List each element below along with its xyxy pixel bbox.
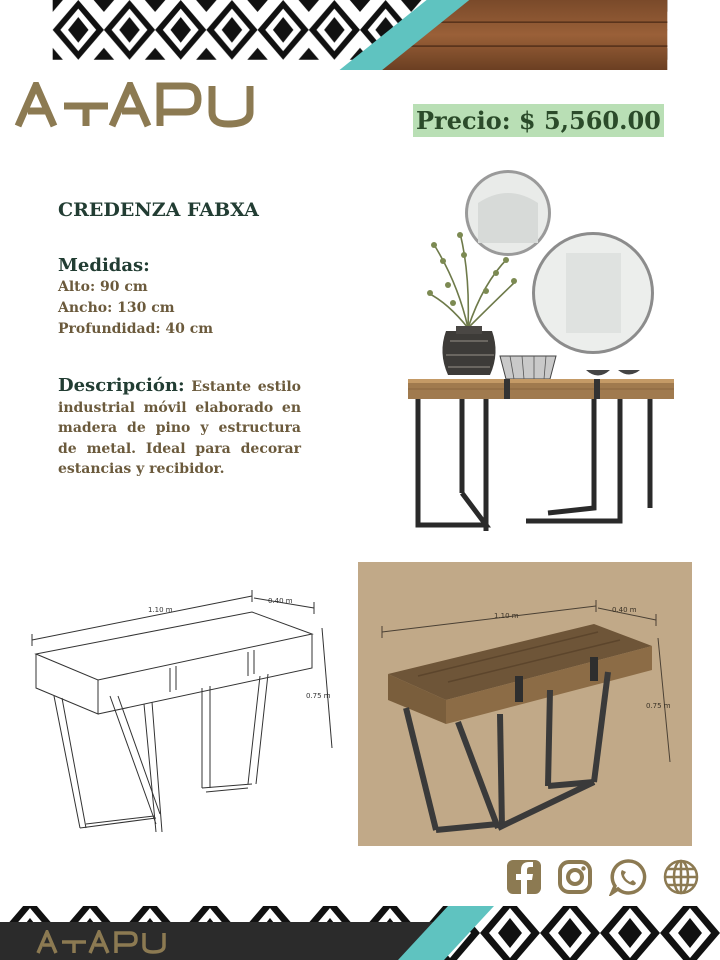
product-photo	[398, 163, 688, 538]
dimension-render	[358, 562, 692, 846]
description-text: Estante estilo industrial móvil elaborado en madera de pino y estructura de metal. Ideal para decorar estancias y recibidor.	[58, 379, 302, 477]
sketch-height-label: 0.75 m	[306, 692, 331, 700]
top-banner	[0, 0, 720, 82]
sketch-width-label: 1.10 m	[148, 606, 173, 614]
description-block	[58, 376, 301, 480]
globe-icon[interactable]	[662, 858, 700, 896]
render-depth-label: 0.40 m	[612, 606, 637, 614]
footer-atapu-logo	[36, 930, 168, 954]
whatsapp-icon[interactable]	[609, 858, 647, 896]
sketch-depth-label: 0.40 m	[268, 597, 293, 605]
atapu-logo	[14, 82, 258, 128]
render-height-label: 0.75 m	[646, 702, 671, 710]
measure-depth: Profundidad: 40 cm	[58, 321, 214, 337]
dimension-sketch	[26, 588, 342, 838]
facebook-icon[interactable]	[505, 858, 543, 896]
description-heading: Descripción:	[58, 375, 185, 396]
render-width-label: 1.10 m	[494, 612, 519, 620]
measure-height: Alto: 90 cm	[58, 279, 148, 295]
product-title: CREDENZA FABXA	[58, 199, 259, 221]
price-label: Precio: $ 5,560.00	[413, 104, 664, 137]
measures-heading: Medidas:	[58, 255, 150, 276]
instagram-icon[interactable]	[556, 858, 594, 896]
measure-width: Ancho: 130 cm	[58, 300, 175, 316]
social-links	[505, 858, 701, 896]
tribal-pattern-banner	[0, 0, 720, 70]
